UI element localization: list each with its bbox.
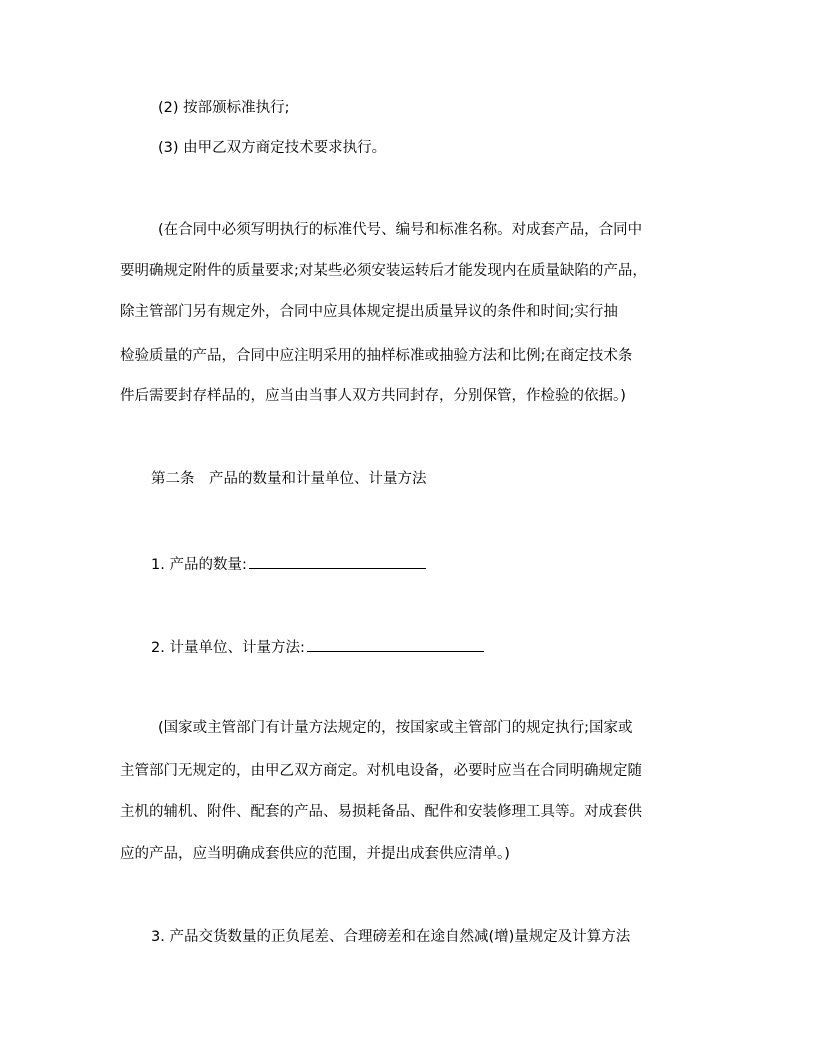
item-2-text: (2) 按部颁标准执行; xyxy=(158,100,290,116)
note2-line-3: 主机的辅机、附件、配套的产品、易损耗备品、配件和安装修理工具等。对成套供 xyxy=(120,804,642,820)
field-quantity-label: 1. 产品的数量: xyxy=(151,557,247,573)
item-3-text: (3) 由甲乙双方商定技术要求执行。 xyxy=(158,140,387,156)
note2-line-1: (国家或主管部门有计量方法规定的，按国家或主管部门的规定执行;国家或 xyxy=(158,720,633,736)
field-quantity xyxy=(151,554,426,574)
note1-line-5: 件后需要封存样品的，应当由当事人双方共同封存，分别保管，作检验的依据。) xyxy=(120,388,626,404)
field-unit-method-label: 2. 计量单位、计量方法: xyxy=(151,640,305,656)
note2-line-2: 主管部门无规定的，由甲乙双方商定。对机电设备，必要时应当在合同明确规定随 xyxy=(120,763,642,779)
quantity-blank-line xyxy=(249,554,426,569)
note1-line-2: 要明确规定附件的质量要求;对某些必须安装运转后才能发现内在质量缺陷的产品， xyxy=(120,263,647,279)
field-unit-method xyxy=(151,637,484,657)
article-heading: 第二条 产品的数量和计量单位、计量方法 xyxy=(151,471,427,487)
note1-line-3: 除主管部门另有规定外，合同中应具体规定提出质量异议的条件和时间;实行抽 xyxy=(120,304,618,320)
unit-method-blank-line xyxy=(307,637,484,652)
item-3-quantity-tolerance: 3. 产品交货数量的正负尾差、合理磅差和在途自然减(增)量规定及计算方法 xyxy=(151,929,631,945)
note1-line-4: 检验质量的产品，合同中应注明采用的抽样标准或抽验方法和比例;在商定技术条 xyxy=(120,348,633,364)
note1-line-1: (在合同中必须写明执行的标准代号、编号和标准名称。对成套产品，合同中 xyxy=(158,222,643,238)
note2-line-4: 应的产品，应当明确成套供应的范围，并提出成套供应清单。) xyxy=(120,846,510,862)
